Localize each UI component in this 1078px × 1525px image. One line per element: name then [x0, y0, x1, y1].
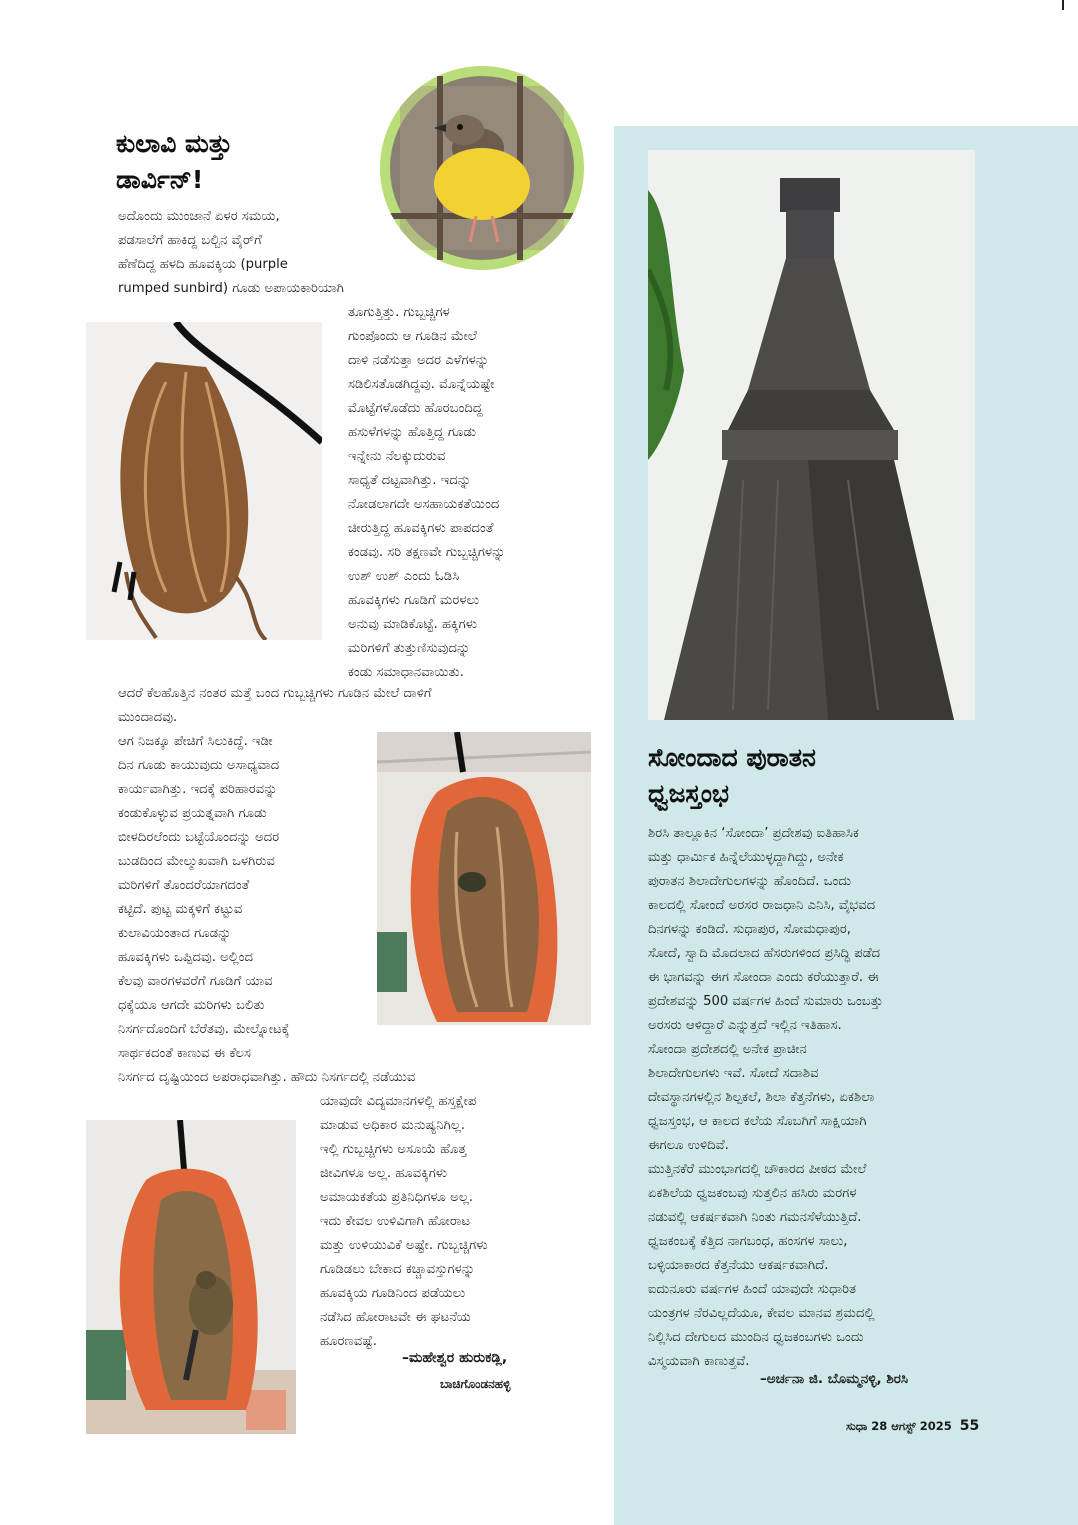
- text-line: ದಿನಗಳನ್ನು ಕಂಡಿದೆ. ಸುಧಾಪುರ, ಸೋಮಧಾಪುರ,: [648, 922, 851, 937]
- text-line: ಆಗ ನಿಜಕ್ಕೂ ಪೇಚಿಗೆ ಸಿಲುಕಿದ್ದೆ. ಇಡೀ: [118, 734, 273, 749]
- text-line: ಹೂರಣವಷ್ಟೆ.: [320, 1334, 377, 1349]
- text-line: ಇದು ಕೇವಲ ಉಳಿವಿಗಾಗಿ ಹೋರಾಟ: [320, 1214, 471, 1229]
- text-line: ಧಕ್ಕೆಯೂ ಆಗದೇ ಮರಿಗಳು ಬಲಿತು: [118, 998, 265, 1013]
- bird-nest-illustration: [86, 1120, 296, 1434]
- text-line: ನೋಡಲಾಗದೇ ಅಸಹಾಯಕತೆಯಿಂದ: [348, 497, 500, 512]
- text-line: ಹಸುಳೆಗಳನ್ನು ಹೊತ್ತಿದ್ದ ಗೂಡು: [348, 425, 477, 440]
- text-line: ಮಾಡುವ ಅಧಿಕಾರ ಮನುಷ್ಯನಿಗಿಲ್ಲ.: [320, 1118, 466, 1133]
- text-line: ಮುಂದಾದವು.: [118, 710, 178, 725]
- pillar-photo: [648, 150, 975, 720]
- text-line: ಮರಿಗಳಿಗೆ ತೊಂದರೆಯಾಗದಂತೆ: [118, 878, 250, 893]
- text-line: ಧ್ವಜಕಂಬಕ್ಕೆ ಕೆತ್ತಿದ ನಾಗಬಂಧ, ಹಂಸಗಳ ಸಾಲು,: [648, 1234, 848, 1249]
- title-line: ಸೋಂದಾದ ಪುರಾತನ: [648, 743, 816, 772]
- right-article-title: [648, 740, 816, 812]
- text-line: ಬುಡದಿಂದ ಮೇಲ್ಮುಖವಾಗಿ ಒಳಗಿರುವ: [118, 854, 275, 869]
- left-author-place: ಬಾಚಿಗೊಂಡನಹಳ್ಳಿ: [440, 1377, 511, 1391]
- text-line: ಈ ಭಾಗವನ್ನು ಈಗ ಸೋಂದಾ ಎಂದು ಕರೆಯುತ್ತಾರೆ. ಈ: [648, 970, 879, 985]
- text-line: ನಡೆಸಿದ ಹೋರಾಟವೇ ಈ ಘಟನೆಯ: [320, 1310, 471, 1325]
- text-line: ಬಳ್ಳಿಯಾಕಾರದ ಕೆತ್ತನೆಯು ಆಕರ್ಷಕವಾಗಿದೆ.: [648, 1258, 829, 1273]
- text-line: ಸೋದೆ, ಸ್ವಾದಿ ಮೊದಲಾದ ಹೆಸರುಗಳಿಂದ ಪ್ರಸಿದ್ಧಿ ಪಡೆದ: [648, 946, 881, 961]
- text-line: ಕಟ್ಟಿದೆ. ಪುಟ್ಟ ಮಕ್ಕಳಿಗೆ ಕಟ್ಟುವ: [118, 902, 243, 917]
- page-number: 55: [959, 1418, 980, 1434]
- text-line: ಇಲ್ಲಿ ಗುಬ್ಬಚ್ಚಿಗಳು ಅಸೂಯೆ ಹೊತ್ತ: [320, 1142, 467, 1157]
- text-line: ಅಮಾಯಕತೆಯ ಪ್ರತಿನಿಧಿಗಳೂ ಅಲ್ಲ.: [320, 1190, 474, 1205]
- text-line: ಆದರೆ ಕೆಲಹೊತ್ತಿನ ನಂತರ ಮತ್ತೆ ಬಂದ ಗುಬ್ಬಚ್ಚಿಗಳು ಗೂಡಿನ ಮೇಲೆ ದಾಳಿಗೆ: [118, 686, 432, 701]
- text-line: ದೇವಸ್ಥಾನಗಳಲ್ಲಿನ ಶಿಲ್ಪಕಲೆ, ಶಿಲಾ ಕೆತ್ತನೆಗಳು, ಏಕಶಿಲಾ: [648, 1090, 875, 1105]
- text-line: ಮೊಟ್ಟೆಗಳೊಡೆದು ಹೊರಬಂದಿದ್ದ: [348, 401, 483, 416]
- text-line: ಬೀಳದಿರಲೆಂದು ಬಟ್ಟೆಯೊಂದನ್ನು ಅದರ: [118, 830, 280, 845]
- text-line: ಕೆಲವು ವಾರಗಳವರೆಗೆ ಗೂಡಿಗೆ ಯಾವ: [118, 974, 273, 989]
- text-line: ಪುರಾತನ ಶಿಲಾದೇಗುಲಗಳನ್ನು ಹೊಂದಿದೆ. ಒಂದು: [648, 874, 852, 889]
- text-line: ಪ್ರದೇಶವನ್ನು 500 ವರ್ಷಗಳ ಹಿಂದೆ ಸುಮಾರು ಒಂಬತ್ತು: [648, 994, 884, 1009]
- cloth-nest-illustration: [377, 732, 591, 1025]
- text-line: ಧ್ವಜಸ್ತಂಭ, ಆ ಕಾಲದ ಕಲೆಯ ಸೊಬಗಿಗೆ ಸಾಕ್ಷಿಯಾಗಿ: [648, 1114, 867, 1129]
- pillar-illustration: [648, 150, 975, 720]
- magazine-name: ಸುಧಾ: [846, 1419, 868, 1433]
- issue-date: 28 ಆಗಸ್ಟ್ 2025: [871, 1419, 952, 1433]
- title-line: ಧ್ವಜಸ್ತಂಭ: [648, 779, 729, 808]
- text-line: ಹೂವಕ್ಕಿಗಳು ಗೂಡಿಗೆ ಮರಳಲು: [348, 593, 480, 608]
- text-line: ಮತ್ತು ಧಾರ್ಮಿಕ ಹಿನ್ನೆಲೆಯುಳ್ಳದ್ದಾಗಿದ್ದು, ಅನೇಕ: [648, 850, 844, 865]
- text-line: ಶಿಲಾದೇಗುಲಗಳು ಇವೆ. ಸೋದೆ ಸದಾಶಿವ: [648, 1066, 819, 1081]
- text-line: ಕಾರ್ಯವಾಗಿತ್ತು. ಇದಕ್ಕೆ ಪರಿಹಾರವನ್ನು: [118, 782, 278, 797]
- left-author: –ಮಹೇಶ್ವರ ಹುರುಕಡ್ಲಿ,: [402, 1350, 508, 1366]
- text-line: ಕುಲಾವಿಯಂತಾದ ಗೂಡನ್ನು: [118, 926, 232, 941]
- text-line: ಇನ್ನೇನು ನೆಲಕ್ಕುದುರುವ: [348, 449, 446, 464]
- text-line: ಸಡಿಲಿಸತೊಡಗಿದ್ದವು. ಮೊನ್ನೆಯಷ್ಟೇ: [348, 377, 495, 392]
- text-line: ಮತ್ತು ಉಳಿಯುವಿಕೆ ಅಷ್ಟೇ. ಗುಬ್ಬಚ್ಚಿಗಳು: [320, 1238, 488, 1253]
- nest-photo-3: [86, 1120, 296, 1434]
- text-line: ನಡುವಲ್ಲಿ ಆಕರ್ಷಕವಾಗಿ ನಿಂತು ಗಮನಸೆಳೆಯುತ್ತಿದೆ.: [648, 1210, 862, 1225]
- text-line: ನಿಸರ್ಗದ ದೃಷ್ಟಿಯಿಂದ ಅಪರಾಧವಾಗಿತ್ತು. ಹೌದು ನಿಸರ್ಗದಲ್ಲಿ ನಡೆಯುವ: [118, 1070, 416, 1085]
- title-line: ಕುಲಾವಿ ಮತ್ತು: [116, 129, 233, 158]
- text-line: ಈಗಲೂ ಉಳಿದಿವೆ.: [648, 1138, 729, 1153]
- nest-illustration: [86, 322, 322, 640]
- text-line: ಉಶ್ ಉಶ್ ಎಂದು ಓಡಿಸಿ: [348, 569, 460, 584]
- text-line: ಹೂವಕ್ಕಿಗಳು ಒಪ್ಪಿದವು. ಅಲ್ಲಿಂದ: [118, 950, 254, 965]
- text-line: ಶಿರಸಿ ತಾಲ್ಲೂಕಿನ ‘ಸೋಂದಾ’ ಪ್ರದೇಶವು ಐತಿಹಾಸಿಕ: [648, 826, 859, 841]
- title-line: ಡಾರ್ವಿನ್!: [116, 165, 204, 194]
- text-line: ವಿಸ್ಮಯವಾಗಿ ಕಾಣುತ್ತವೆ.: [648, 1354, 750, 1369]
- trim-mark: [1062, 0, 1064, 10]
- text-line: ಸಾರ್ಥಕದಂತೆ ಕಾಣುವ ಈ ಕೆಲಸ: [118, 1046, 252, 1061]
- text-line: ಕಂಡವು. ಸರಿ ತಕ್ಷಣವೇ ಗುಬ್ಬಚ್ಚಿಗಳನ್ನು: [348, 545, 506, 560]
- text-line: ಪಡಸಾಲೆಗೆ ಹಾಕಿದ್ದ ಬಲ್ಬಿನ ವೈರ್‌ಗೆ: [118, 233, 262, 248]
- text-line: ದಾಳಿ ನಡೆಸುತ್ತಾ ಅದರ ಎಳೆಗಳನ್ನು: [348, 353, 490, 368]
- text-line: ಚೀರುತ್ತಿದ್ದ ಹೂವಕ್ಕಿಗಳು ಪಾಪದಂತೆ: [348, 521, 494, 536]
- text-line: ಸಾಧ್ಯತೆ ದಟ್ಟವಾಗಿತ್ತು. ಇದನ್ನು: [348, 473, 472, 488]
- text-line: ಮುತ್ತಿನಕೆರೆ ಮುಂಭಾಗದಲ್ಲಿ ಚೌಕಾರದ ಪೀಠದ ಮೇಲೆ: [648, 1162, 867, 1177]
- text-line: ಹೆಣೆದಿದ್ದ ಹಳದಿ ಹೂವಕ್ಕಿಯ (purple: [118, 257, 288, 272]
- right-author: –ಅರ್ಚನಾ ಜಿ. ಬೊಮ್ಮನಳ್ಳಿ, ಶಿರಸಿ: [760, 1371, 909, 1387]
- sunbird-circle-photo: [380, 66, 584, 270]
- text-line: rumped sunbird) ಗೂಡು ಅಪಾಯಕಾರಿಯಾಗಿ: [118, 281, 344, 296]
- text-line: ಮರಿಗಳಿಗೆ ತುತ್ತುಣಿಸುವುದನ್ನು: [348, 641, 471, 656]
- text-line: ಕಂಡುಕೊಳ್ಳುವ ಪ್ರಯತ್ನವಾಗಿ ಗೂಡು: [118, 806, 267, 821]
- text-line: ಯಾವುದೇ ವಿದ್ಯಮಾನಗಳಲ್ಲಿ ಹಸ್ತಕ್ಷೇಪ: [320, 1094, 477, 1109]
- text-line: ಗೂಡಿಡಲು ಬೇಕಾದ ಕಚ್ಚಾವಸ್ತುಗಳನ್ನು: [320, 1262, 476, 1277]
- nest-photo-2: [377, 732, 591, 1025]
- text-line: ಗುಂಪೊಂದು ಆ ಗೂಡಿನ ಮೇಲೆ: [348, 329, 477, 344]
- text-line: ದಿನ ಗೂಡು ಕಾಯುವುದು ಅಸಾಧ್ಯವಾದ: [118, 758, 280, 773]
- sunbird-illustration: [380, 66, 584, 270]
- text-line: ಅದೊಂದು ಮುಂಜಾನೆ ಏಳರ ಸಮಯ,: [118, 209, 280, 224]
- text-line: ತೂಗುತ್ತಿತ್ತು. ಗುಬ್ಬಚ್ಚಿಗಳ: [348, 305, 450, 320]
- text-line: ಕಾಲದಲ್ಲಿ ಸೋಂದೆ ಅರಸರ ರಾಜಧಾನಿ ಎನಿಸಿ, ವೈಭವದ: [648, 898, 876, 913]
- text-line: ನಿಸರ್ಗದೊಂದಿಗೆ ಬೆರೆತವು. ಮೇಲ್ನೋಟಕ್ಕೆ: [118, 1022, 290, 1037]
- nest-photo-1: [86, 322, 322, 640]
- text-line: ಯಂತ್ರಗಳ ನೆರವಿಲ್ಲದೆಯೂ, ಕೇವಲ ಮಾನವ ಶ್ರಮದಲ್ಲಿ: [648, 1306, 875, 1321]
- text-line: ನಿಲ್ಲಿಸಿದ ದೇಗುಲದ ಮುಂದಿನ ಧ್ವಜಕಂಬಗಳು ಒಂದು: [648, 1330, 864, 1345]
- text-line: ಅನುವು ಮಾಡಿಕೊಟ್ಟೆ. ಹಕ್ಕಿಗಳು: [348, 617, 478, 632]
- text-line: ಕಂಡು ಸಮಾಧಾನವಾಯಿತು.: [348, 665, 464, 680]
- text-line: ಜೀವಿಗಳೂ ಅಲ್ಲ. ಹೂವಕ್ಕಿಗಳು: [320, 1166, 448, 1181]
- page-footer: [846, 1418, 979, 1434]
- text-line: ಸೋಂದಾ ಪ್ರದೇಶದಲ್ಲಿ ಅನೇಕ ಪ್ರಾಚೀನ: [648, 1042, 807, 1057]
- text-line: ಐದುನೂರು ವರ್ಷಗಳ ಹಿಂದೆ ಯಾವುದೇ ಸುಧಾರಿತ: [648, 1282, 857, 1297]
- text-line: ಅರಸರು ಆಳಿದ್ದಾರೆ ಎನ್ನುತ್ತದೆ ಇಲ್ಲಿನ ಇತಿಹಾಸ.: [648, 1018, 842, 1033]
- text-line: ಏಕಶಿಲೆಯ ಧ್ವಜಕಂಬವು ಸುತ್ತಲಿನ ಹಸಿರು ಮರಗಳ: [648, 1186, 857, 1201]
- left-article-title: [116, 126, 232, 198]
- text-line: ಹೂವಕ್ಕಿಯ ಗೂಡಿನಿಂದ ಪಡೆಯಲು: [320, 1286, 466, 1301]
